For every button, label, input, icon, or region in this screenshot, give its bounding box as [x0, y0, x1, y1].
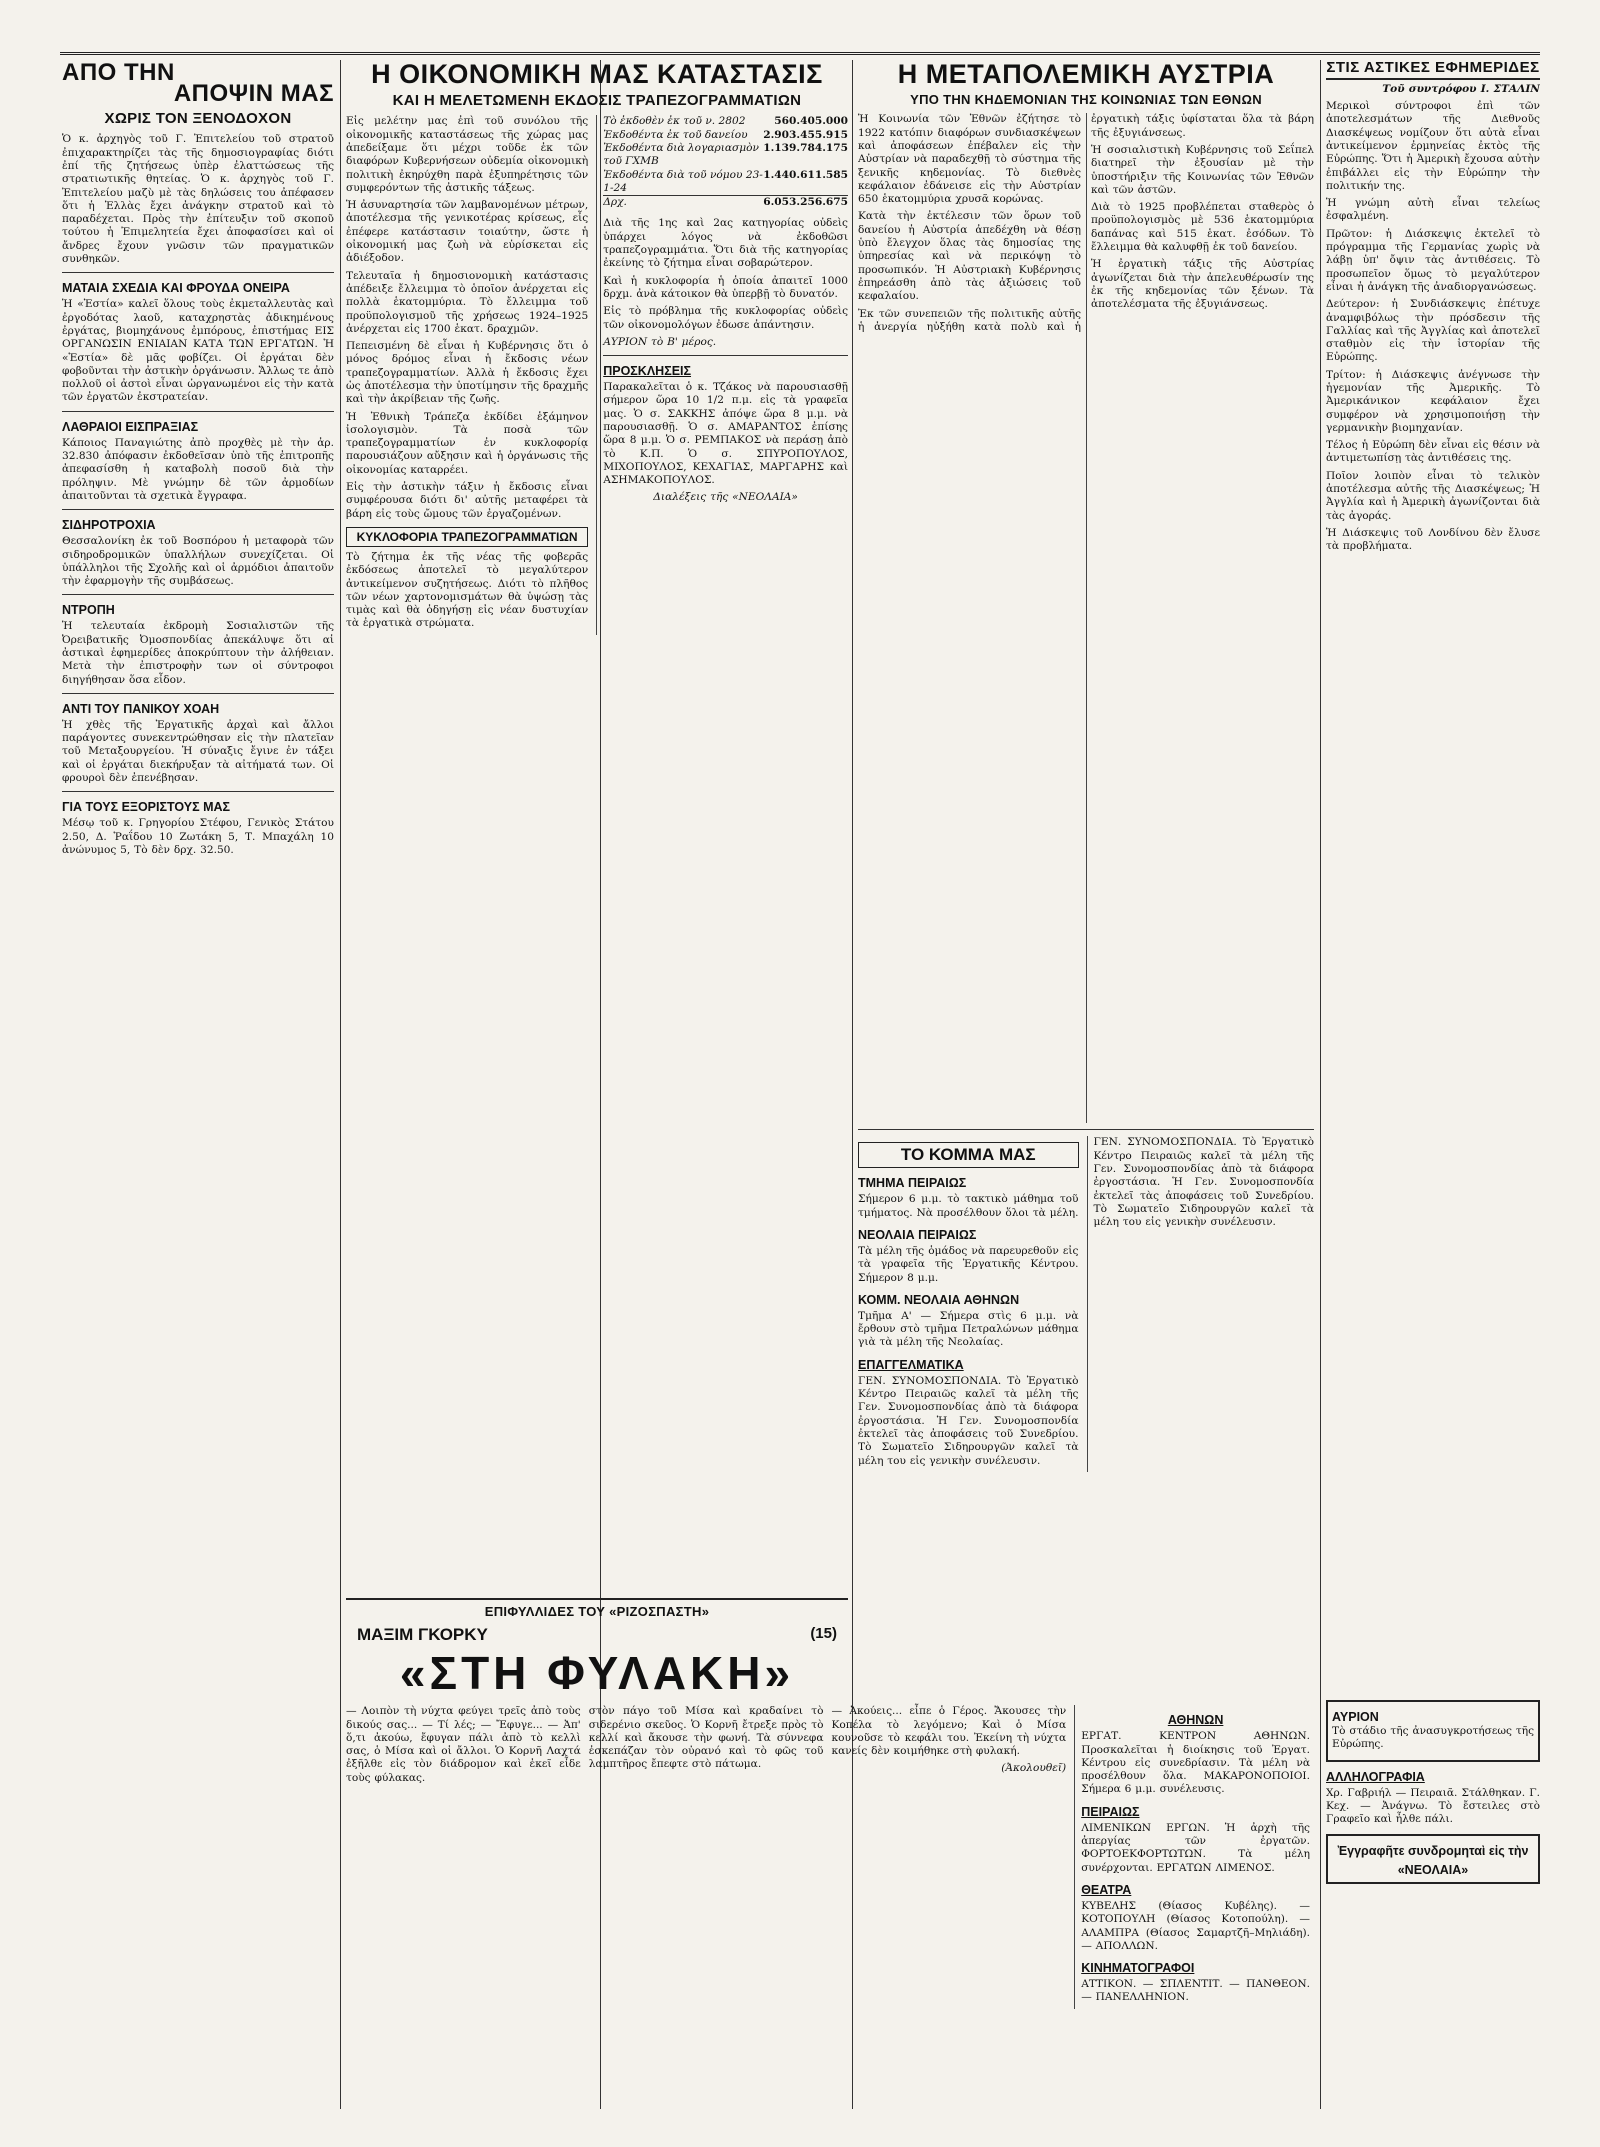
letters-text: Χρ. Γαβριήλ — Πειραιᾶ. Στάλθηκαν. Γ. Κεχ. — Ἀνάγνω. Τὸ ἔστειλες στὸ Γραφεῖο καὶ ἦλθε πάλι. — [1326, 1786, 1540, 1826]
next-issue-heading: ΑΥΡΙΟΝ — [1332, 1710, 1379, 1724]
economy-right-paragraph: Διὰ τῆς 1ης καὶ 2ας κατηγορίας οὐδεὶς ὑπάρχει λόγος νὰ ἐκδοθῶσι τραπεζογραμμάτια. Ὅτι διὰ τῆς κατηγορίας ἐκείνης τὸ ζήτημα εἶναι σοβαρώτερον. — [603, 217, 848, 270]
austria-paragraph: Ἡ Κοινωνία τῶν Ἐθνῶν ἐζήτησε τὸ 1922 κατόπιν διαφόρων συνδιασκέψεων καὶ ἀποφάσεων ἐπέβαλεν εἰς τὴν Αὐστρίαν νὰ παραδεχθῇ τὸ σύστημα τῆς ξενικῆς κηδεμονίας. Τὸ διεθνὲς κεφάλαιον ἐδάνεισε εἰς τὴν Αὐστρίαν 650 ἑκατομμύρια χρυσᾶ κορώνας. — [858, 113, 1081, 206]
issuance-row — [603, 169, 848, 196]
economy-headline: Η ΟΙΚΟΝΟΜΙΚΗ ΜΑΣ ΚΑΤΑΣΤΑΣΙΣ — [371, 60, 823, 89]
economy-right-paragraph: Εἰς τὸ πρόβλημα τῆς κυκλοφορίας οὐδεὶς τῶν οἰκονομολόγων ἐδωσε ἀπάντησιν. — [603, 305, 848, 331]
section-divider — [62, 693, 334, 694]
athens-text: ΕΡΓΑΤ. ΚΕΝΤΡΟΝ ΑΘΗΝΩΝ. Προσκαλεῖται ἡ διοίκησις τοῦ Ἐργατ. Κέντρου εἰς συνεδρίασιν. Τὰ μέλη νὰ προσέλθουν ὅλα. ΜΑΚΑΡΟΝΟΠΟΙΟΙ. Σήμερα 6 μ.μ. συνέλευσις. — [1081, 1730, 1310, 1796]
stalin-paragraphs — [1326, 100, 1540, 554]
serial-title: «ΣΤΗ ΦΥΛΑΚΗ» — [399, 1647, 795, 1699]
section-text: Ὁ κ. ἀρχηγὸς τοῦ Γ. Ἐπιτελείου τοῦ στρατοῦ ἐπιχαρακτηρίζει τὰς τῆς δημοσιογραφίας διότι ἐπί τῆς ζητήσεως ὑπὲρ ἐλαττώσεως τῆς στρατιωτικῆς θητείας. Ὁ κ. ἀρχηγὸς τοῦ Γ. Ἐπιτελείου μαζὺ μὲ τὰς δηλώσεις του ἀπέφασεν ὅτι ἡ Ἑλλὰς ἔχει ἀνάγκην στρατοῦ καὶ τὸ παραδέχεται. Πρὸς τὴν ἐπίτευξιν τοῦ σκοποῦ τούτου ἡ Ἐπιμελητεία ἔχει ἀποφασίσει καὶ οἱ ἄνδρες ἔχουν γνῶσιν τῶν πραγματικῶν συνθηκῶν. — [62, 133, 334, 266]
circulation-box-text: Τὸ ζήτημα ἐκ τῆς νέας τῆς φοβερᾶς ἐκδόσεως ἀποτελεῖ τὸ μεγαλύτερον ἀντικείμενον συζητήσεως. Διότι τὸ πλῆθος τῶν νέων χαρτονομισμάτων θὰ ὑψώσῃ τὰς τιμὰς καὶ θὰ ὁδηγήσῃ εἰς νέαν δυστυχίαν τὰ ἐργατικὰ στρώματα. — [346, 550, 589, 630]
austria-subheadline: ΥΠΟ ΤΗΝ ΚΗΔΕΜΟΝΙΑΝ ΤΗΣ ΚΟΙΝΩΝΙΑΣ ΤΩΝ ΕΘΝΩΝ — [910, 92, 1262, 108]
column-rule — [1320, 60, 1321, 2109]
circulation-box-title: ΚΥΚΛΟΦΟΡΙΑ ΤΡΑΠΕΖΟΓΡΑΜΜΑΤΙΩΝ — [346, 527, 588, 547]
economy-right-paragraph: Καὶ ἡ κυκλοφορία ἡ ὁποία ἀπαιτεῖ 1000 δρχμ. ἀνὰ κάτοικον θὰ ὑπερβῇ τὸ δυνατόν. — [603, 274, 848, 300]
party-title: ΤΟ ΚΟΜΜΑ ΜΑΣ — [858, 1142, 1079, 1168]
austria-paragraph: Κατὰ τὴν ἐκτέλεσιν τῶν ὅρων τοῦ δανείου ἡ Αὐστρία ἀπεδέχθη νὰ θέσῃ ὑπὸ ἔλεγχον ὅλας τὰς δημοσίας της ὑπηρεσίας καὶ νὰ περικόψῃ τὸ προσωπικόν. Ἡ Αὐστριακὴ Κυβέρνησις ἐπηρεάσθη ἀπὸ τὰς ἀξιώσεις τοῦ κεφαλαίου. — [858, 210, 1081, 303]
masthead-rule — [60, 52, 1540, 55]
economy-right-paragraphs — [603, 217, 848, 331]
stalin-paragraph: Ἡ Διάσκεψις τοῦ Λονδίνου δὲν ἔλυσε τὰ προβλήματα. — [1326, 526, 1540, 553]
party-items — [858, 1176, 1079, 1349]
next-issue-text: Τὸ στάδιο τῆς ἀνασυγκροτήσεως τῆς Εὐρώπης. — [1332, 1725, 1534, 1751]
column-subtitle: ΧΩΡΙΣ ΤΟΝ ΞΕΝΟΔΟΧΟΝ — [104, 110, 292, 128]
economy-subheadline: ΚΑΙ Η ΜΕΛΕΤΩΜΕΝΗ ΕΚΔΟΣΙΣ ΤΡΑΠΕΖΟΓΡΑΜΜΑΤΙΩΝ — [392, 92, 802, 110]
serial-text-left: — Λοιπὸν τὴ νύχτα φεύγει τρεῖς ἀπὸ τοὺς δικούς σας... — Τί λές; — Ἔφυγε... — Ἀπ' ὅ,τι ἀκούω, ἔφυγαν πάλι ἀπὸ τὸ κελλὶ σας, ὁ Μίσα καὶ οἱ ἄλλοι. Ὁ Κορνῆ Λαχτά ἐξῆλθε εἰς τὸν διάδρομον καὶ ἐκεῖ εἶδε τοὺς φύλακας. — [346, 1705, 581, 1784]
section-divider — [62, 509, 334, 510]
cinema-text: ΑΤΤΙΚΟΝ. — ΣΠΛΕΝΤΙΤ. — ΠΑΝΘΕΟΝ. — ΠΑΝΕΛΛΗΝΙΟΝ. — [1081, 1978, 1310, 2004]
theatre-text: ΚΥΒΕΛΗΣ (Θίασος Κυβέλης). — ΚΟΤΟΠΟΥΛΗ (Θίασος Κοτοπούλη). — ΑΛΑΜΠΡΑ (Θίασος Σαμαρτζῆ–Μηλιάδη). — ΑΠΟΛΛΩΝ. — [1081, 1899, 1310, 1952]
issuance-value: 1.440.611.585 — [763, 168, 848, 181]
section-divider — [62, 594, 334, 595]
issuance-label: Ἐκδοθέντα ἐκ τοῦ δανείου — [603, 128, 748, 141]
austria-paragraph: Ἡ σοσιαλιστικὴ Κυβέρνησις τοῦ Σεΐπελ διατηρεῖ τὴν ἐξουσίαν μὲ τὴν ὑποστήριξιν τῆς Κοινωνίας τῶν Ἐθνῶν καὶ τῶν ἀστῶν. — [1091, 143, 1314, 196]
party-item-text: Τμῆμα Α' — Σήμερα στὶς 6 μ.μ. νὰ ἔρθουν στὸ τμῆμα Πετραλώνων μάθημα γιὰ τὰ μέλη τῆς Νεολαίας. — [858, 1309, 1079, 1349]
serial-header: ΕΠΙΦΥΛΛΙΔΕΣ ΤΟΥ «ΡΙΖΟΣΠΑΣΤΗ» — [484, 1604, 710, 1619]
stalin-paragraph: Μερικοὶ σύντροφοι ἐπὶ τῶν ἀποτελεσμάτων τῆς Διεθνοῦς Διασκέψεως νομίζουν ὅτι αὐτὰ εἶναι ἀντικείμενον ἐρμηνείας ἐκτὸς τῆς Εὐρώπης. Ὅτι ἡ Ἀμερικὴ ἔχουσα αὐτὴν ἐπιβάλλει εἰς τὴν Εὐρώπην τὴν πολιτικήν της. — [1326, 100, 1540, 192]
section-divider — [62, 791, 334, 792]
economy-paragraph: Ἡ ἀσυναρτησία τῶν λαμβανομένων μέτρων, ἀποτέλεσμα τῆς γενικοτέρας κρίσεως, εἶς ἐπέφερε κατάστασιν τοιαύτην, ὥστε ἡ οἰκονομική μας ζωὴ νὰ εὑρίσκεται εἰς ἀδιέξοδον. — [346, 199, 589, 265]
issuance-label: Ἐκδοθέντα διὰ τοῦ νόμου 23-1-24 — [603, 168, 763, 194]
party-item-text: Σήμερον 6 μ.μ. τὸ τακτικὸ μάθημα τοῦ τμήματος. Νὰ προσέλθουν ὅλοι τὰ μέλη. — [858, 1193, 1079, 1219]
section-text: Θεσσαλονίκη ἐκ τοῦ Βοσπόρου ἡ μεταφορὰ τῶν σιδηροδρομικῶν ὑπαλλήλων συνεχίζεται. Οἱ ὑπάλληλοι τῆς Σχολῆς καὶ οἱ ἀρμόδιοι ἀπαιτοῦν τὴν ἐφαρμογὴν τῆς συμβάσεως. — [62, 535, 334, 588]
column-title: ΑΠΟΨΙΝ ΜΑΣ — [173, 80, 334, 108]
piraeus-heading: ΠΕΙΡΑΙΩΣ — [1081, 1804, 1140, 1819]
athens-heading: ΑΘΗΝΩΝ — [1167, 1713, 1224, 1728]
theatre-heading: ΘΕΑΤΡΑ — [1081, 1882, 1132, 1897]
economy-paragraph: Εἰς μελέτην μας ἐπὶ τοῦ συνόλου τῆς οἰκονομικῆς καταστάσεως τῆς χώρας μας ἀπεδείξαμε ὅτι μέχρι τοῦδε ἐκ τῶν διαφόρων Κυβερνήσεων οὐδεμία οἰκονομικὴ πολιτικὴ ἐκηρύχθη παρὰ ἐξυπηρέτησις τῶν συμφερόντων τῆς ἀστικῆς τάξεως. — [346, 115, 589, 194]
serial-section — [346, 1598, 1314, 2103]
cinema-heading: ΚΙΝΗΜΑΤΟΓΡΑΦΟΙ — [1081, 1961, 1195, 1976]
section-heading: ΑΝΤΙ ΤΟΥ ΠΑΝΙΚΟΥ ΧΟΑΗ — [62, 701, 220, 716]
column-rule — [340, 60, 341, 2109]
letters-heading: ΑΛΛΗΛΟΓΡΑΦΙΑ — [1326, 1769, 1425, 1784]
subscription-promo: Ἐγγραφῆτε συνδρομηταὶ εἰς τὴν «ΝΕΟΛΑΙΑ» — [1337, 1844, 1529, 1878]
serial-continues: (Ἀκολουθεῖ) — [1001, 1762, 1067, 1775]
stalin-headline: ΣΤΙΣ ΑΣΤΙΚΕΣ ΕΦΗΜΕΡΙΔΕΣ — [1326, 60, 1540, 80]
section-heading: ΣΙΔΗΡΟΤΡΟΧΙΑ — [62, 518, 156, 533]
issuance-value: 1.139.784.175 — [763, 141, 848, 154]
austria-paragraph: Ἡ ἐργατικὴ τάξις τῆς Αὐστρίας ἀγωνίζεται διὰ τὴν ἀπελευθέρωσίν της ἐκ τῆς κηδεμονίας τῶν ξένων. Τὰ ἀποτελέσματα τῆς ἐξυγιάνσεως. — [1091, 258, 1314, 311]
section-text: Κάποιος Παναγιώτης ἀπὸ πρoχθὲς μὲ τὴν ἀρ. 32.830 ἀπόφασιν ἐκδοθεῖσαν ὑπὸ τῆς ἐπιτροπῆς ἀπεφασίσθη ἡ καταβολὴ ποσοῦ διὰ τὴν πρόληψιν. Μὲ γνώμην δὲ τῶν ἀρμοδίων ἀπαιτοῦνται τὰ σχετικὰ ἔγγραφα. — [62, 436, 334, 502]
austria-paragraph: Διὰ τὸ 1925 προβλέπεται σταθερὸς ὁ προϋπολογισμὸς μὲ 536 ἑκατομμύρια δαπάνας καὶ 515 ἑκατ. ἐσόδων. Τὸ ἔλλειμμα θὰ καλυφθῇ ἐκ τοῦ δανείου. — [1091, 201, 1314, 254]
ads-heading: ΕΠΑΓΓΕΛΜΑΤΙΚΑ — [858, 1357, 964, 1372]
notices-heading: ΠΡΟΣΚΛΗΣΕΙΣ — [603, 364, 692, 379]
economy-paragraph: Εἰς τὴν ἀστικὴν τάξιν ἡ ἔκδοσις εἶναι συμφέρουσα διότι δι' αὐτῆς μεταφέρει τὰ βάρη εἰς τοὺς ὤμους τῶν ἐργαζομένων. — [346, 481, 589, 520]
issuance-label: Τὸ ἐκδοθὲν ἐκ τοῦ ν. 2802 — [603, 115, 746, 128]
section-heading: ΜΑΤΑΙΑ ΣΧΕΔΙΑ ΚΑΙ ΦΡΟΥΔΑ ΟΝΕΙΡΑ — [62, 281, 290, 296]
piraeus-text: ΛΙΜΕΝΙΚΩΝ ΕΡΓΩΝ. Ἡ ἀρχὴ τῆς ἀπεργίας τῶν ἐργατῶν. ΦΟΡΤΟΕΚΦΟΡΤΩΤΩΝ. Τὰ μέλη συνέρχονται. ΕΡΓΑΤΩΝ ΛΙΜΕΝΟΣ. — [1081, 1821, 1310, 1874]
serial-text-middle: στὸν πάγο τοῦ Μίσα καὶ κραδαίνει τὸ σιδερένιο σκεῦος. Ὁ Κορνῆ ἔτρεξε πρὸς τὸ κελλί καὶ ἄκουσε τὴν φωνή. Τὰ σύννεφα ἐσκεπάζαν τὸν οὐρανό καὶ τὸ φῶς τοῦ λαμπτῆρος ἔπεφτε στὸ πάτωμα. — [588, 1705, 824, 1771]
issuance-row — [603, 115, 848, 128]
notices-signature: Διαλέξεις τῆς «ΝΕΟΛΑΙΑ» — [653, 491, 798, 504]
austria-paragraph: Ἐκ τῶν συνεπειῶν τῆς πολιτικῆς αὐτῆς ἡ ἀνεργία ηὐξήθη κατὰ πολὺ καὶ ἡ ἐργατικὴ τάξις ὑφίσταται ὅλα τὰ βάρη τῆς ἐξυγιάνσεως. — [858, 113, 1314, 333]
section-heading: ΓΙΑ ΤΟΥΣ ΕΞΟΡΙΣΤΟΥΣ ΜΑΣ — [62, 800, 231, 815]
austria-headline: Η ΜΕΤΑΠΟΛΕΜΙΚΗ ΑΥΣΤΡΙΑ — [897, 60, 1275, 89]
serial-text-right: — Ἀκούεις... εἶπε ὁ Γέρος. Ἄκουσες τὴν Κοπέλα τὸ λεγόμενο; Καὶ ὁ Μίσα κουνοῦσε τὸ κεφάλι του. Ἐκείνη τὴ νύχτα κανείς δὲν κοιμήθηκε στὴ φυλακή. — [831, 1705, 1067, 1758]
ads-continued: ΓΕΝ. ΣΥΝΟΜΟΣΠΟΝΔΙΑ. Τὸ Ἐργατικὸ Κέντρο Πειραιῶς καλεῖ τὰ μέλη τῆς Γεν. Συνομοσπονδίας ἀπὸ τὰ διάφορα ἐργοστάσια. Ἡ Γεν. Συνομοσπονδία ἐκτελεῖ τὰς ἀποφάσεις τοῦ Συνεδρίου. Τὸ Σωματεῖο Σιδηρουργῶν καλεῖ τὰ μέλη του εἰς γενικὴν συνέλευσιν. — [1093, 1136, 1314, 1229]
section-text: Μέσῳ τοῦ κ. Γρηγορίου Στέφου, Γενικὸς Στάτου 2.50, Δ. Ῥαΐδου 10 Ζωτάκη 5, Τ. Μπαχάλη 10 ἀνώνυμος 5, Τὸ δὲν δρχ. 32.50. — [62, 817, 334, 856]
issuance-row — [603, 195, 848, 209]
ads-text: ΓΕΝ. ΣΥΝΟΜΟΣΠΟΝΔΙΑ. Τὸ Ἐργατικὸ Κέντρο Πειραιῶς καλεῖ τὰ μέλη τῆς Γεν. Συνομοσπονδίας ἀπὸ τὰ διάφορα ἐργοστάσια. Ἡ Γεν. Συνομοσπονδία ἐκτελεῖ τὰς ἀποφάσεις τοῦ Συνεδρίου. Τὸ Σωματεῖο Σιδηρουργῶν καλεῖ τὰ μέλη του εἰς γενικὴν συνέλευσιν. — [858, 1374, 1079, 1467]
party-item-heading: ΤΜΗΜΑ ΠΕΙΡΑΙΩΣ — [858, 1176, 967, 1191]
section-heading: ΝΤΡΟΠΗ — [62, 603, 115, 618]
section-text: Ἡ «Ἑστία» καλεῖ ὅλους τοὺς ἐκμεταλλευτὰς καὶ ἐργοδότας λαοῦ, καταχρηστὰς ἀδικημένους ἐργάτας, βιομηχάνους ἐμπόρους, ἐπιστήμας ΕΙΣ ΟΡΓΑΝΩΣΙΝ ΕΝΙΑΙΑΝ ΚΑΤΑ ΤΩΝ ΕΡΓΑΤΩΝ. Ἡ «Ἑστία» δὲ μᾶς φοβίζει. Οἱ ἐργάται δὲν φοβοῦνται τὴν ἀστικὴν ὀργάνωσιν. Ἄλλως τε ἀπὸ πολλοῦ οἱ ἀστοὶ εἶναι ὠργανωμένοι εἰς τὴν κατὰ τῶν ἐργατῶν ἐκστρατείαν. — [62, 298, 334, 404]
issuance-label: Ἐκδοθέντα διὰ λογαριασμὸν τοῦ ΓΧΜΒ — [603, 141, 759, 168]
issuance-row — [603, 129, 848, 142]
party-item-heading: ΝΕΟΛΑΙΑ ΠΕΙΡΑΙΩΣ — [858, 1227, 977, 1242]
section-text: Ἡ τελευταία ἐκδρομὴ Σοσιαλιστῶν τῆς Ὀρειβατικῆς Ὀμοσπονδίας ἀπεκάλυψε ὅτι αἱ ἀστικαὶ ἐφημερίδες ἀποκρύπτουν τὴν ἀλήθειαν. Μετὰ τὴν ἐπιστροφὴν των οἱ σύντροφοι διηγήθησαν ὅσα εἶδον. — [62, 620, 334, 686]
economy-paragraph: Πεπεισμένη δὲ εἶναι ἡ Κυβέρνησις ὅτι ὁ μόνος δρόμος εἶναι ἡ ἔκδοσις νέων τραπεζογραμματίων. Ἀλλὰ ἡ ἔκδοσις ἔχει ὡς ἀποτέλεσμα τὴν ὑποτίμησιν τῆς δραχμῆς καὶ τὴν ἀκρίβειαν τῆς ζωῆς. — [346, 340, 589, 406]
section-heading: ΛΑΘΡΑΙΟΙ ΕΙΣΠΡΑΞΙΑΣ — [62, 419, 199, 434]
column-editorial — [62, 60, 334, 2109]
serial-number: (15) — [810, 1625, 837, 1642]
notices-text: Παρακαλεῖται ὁ κ. Τζάκος νὰ παρουσιασθῇ σήμερον ὥρα 10 1/2 π.μ. εἰς τὰ γραφεῖα μας. Ὁ σ. ΣΑΚΚΗΣ ἀπόψε ὥρα 8 μ.μ. νὰ παρουσιασθῇ. Ὁ σ. ΑΜΑΡΑΝΤΟΣ ἐπίσης ὥρα 8 μ.μ. Ὁ σ. ΡΕΜΠΑΚΟΣ νὰ περάσῃ ἀπὸ τὸ Κ.Π. Ὁ σ. ΣΠΥΡΟΠΟΥΛΟΣ, ΜΙΧΟΠΟΥΛΟΣ, ΚΕΧΑΓΙΑΣ, ΜΑΡΓΑΡΗΣ καὶ ΑΣΗΜΑΚΟΠΟΥΛΟΣ. — [603, 381, 848, 487]
issuance-row — [603, 142, 848, 169]
party-item-heading: ΚΟΜΜ. ΝΕΟΛΑΙΑ ΑΘΗΝΩΝ — [858, 1292, 1020, 1307]
economy-paragraph: Ἡ Ἐθνικὴ Τράπεζα ἐκδίδει ἑξάμηνον ἰσολογισμὸν. Τὰ ποσὰ τῶν τραπεζογραμματίων ἐν κυκλοφορίᾳ παρουσιάζουν αὔξησιν καὶ ἡ ὀργάνωσις τῆς οἰκονομίας καταρρέει. — [346, 410, 589, 476]
austria-paragraphs — [858, 113, 1314, 1123]
stalin-paragraph: Ἡ γνώμη αὐτὴ εἶναι τελείως ἐσφαλμένη. — [1326, 197, 1540, 223]
stalin-paragraph: Δεύτερον: ἡ Συνδιάσκεψις ἐπέτυχε ἀναμφιβόλως τὴν πρόσδεσιν τῆς Γαλλίας καὶ τῆς Ἀγγλίας καὶ ἀποτελεῖ σταθμὸν εἰς τὴν ἱστορίαν τῆς Εὐρώπης. — [1326, 298, 1540, 364]
continued-note: ΑΥΡΙΟΝ τὸ Β' μέρος. — [603, 335, 717, 348]
section-divider — [62, 272, 334, 273]
stalin-paragraph: Ποῖον λοιπὸν εἶναι τὸ τελικὸν ἀποτέλεσμα αὐτῆς τῆς Διασκέψεως; Ἡ Ἀγγλία καὶ ἡ Ἀμερικὴ ἀγωνίζονται διὰ τὰς ἀγοράς. — [1326, 469, 1540, 522]
party-item-text: Τὰ μέλη τῆς ὁμάδος νὰ παρευρεθοῦν εἰς τὰ γραφεῖα τῆς Ἐργατικῆς Κέντρου. Σήμερον 8 μ.μ. — [858, 1244, 1079, 1284]
section-text: Ἡ χθὲς τῆς Ἐργατικῆς ἀρχαὶ καὶ ἄλλοι παράγοντες συνεκεντρώθησαν εἰς τὴν πλατεῖαν τοῦ Μεταξουργείου. Ἡ σύναξις ἔγινε ἐν τάξει καὶ οἱ ἐργάται διεκήρυξαν τὰ αἰτήματά των. Οἱ φρουροὶ δὲν ἐπενέβησαν. — [62, 718, 334, 785]
stalin-byline: Τοῦ συντρόφου Ι. ΣΤΑΛΙΝ — [1382, 82, 1540, 95]
column-kicker: ΑΠΟ ΤΗΝ — [62, 60, 175, 86]
stalin-paragraph: Τρίτον: ἡ Διάσκεψις ἀνέγνωσε τὴν ἡγεμονίαν τῆς Ἀμερικῆς. Τὸ Ἀμερικάνικον κεφάλαιον ἔχει συμφέρον νὰ χρησιμοποιήσῃ τὴν γερμανικὴν βιομηχανίαν. — [1326, 368, 1540, 434]
stalin-paragraph: Τέλος ἡ Εὐρώπη δὲν εἶναι εἰς θέσιν νὰ ἀντιμετωπίσῃ τὰς ἀντιθέσεις της. — [1326, 439, 1540, 465]
issuance-value: 2.903.455.915 — [763, 128, 848, 141]
issuance-value: 6.053.256.675 — [763, 196, 848, 209]
issuance-value: 560.405.000 — [774, 115, 848, 128]
section-divider — [62, 411, 334, 412]
serial-author: ΜΑΞΙΜ ΓΚΟΡΚΥ — [357, 1625, 488, 1644]
issuance-table — [603, 115, 848, 209]
economy-paragraphs — [346, 115, 588, 521]
issuance-label: Δρχ. — [603, 196, 627, 209]
editorial-sections — [62, 133, 334, 857]
column-stalin-lower — [1326, 1700, 1540, 2100]
economy-paragraph: Τελευταῖα ἡ δημοσιονομικὴ κατάστασις ἀπέδειξε ἔλλειμμα τὸ ὁποῖον ἀνέρχεται εἰς πολλὰ ἑκατομμύρια. Τὸ ἔλλειμμα τοῦ προϋπολογισμοῦ τῆς χρήσεως 1924–1925 ἀνέρχεται εἰς 1700 ἑκατ. δραχμῶν. — [346, 269, 589, 335]
stalin-paragraph: Πρῶτον: ἡ Διάσκεψις ἐκτελεῖ τὸ πρόγραμμα τῆς Γερμανίας χωρὶς νὰ λάβῃ ὑπ' ὄψιν τὰς ἀντιθέσεις. Τὸ προσωπεῖον ὅμως τὸ μεγαλύτερον εἶναι ἡ ἀνάγκη τῆς ἀναδιοργανώσεως. — [1326, 227, 1540, 293]
